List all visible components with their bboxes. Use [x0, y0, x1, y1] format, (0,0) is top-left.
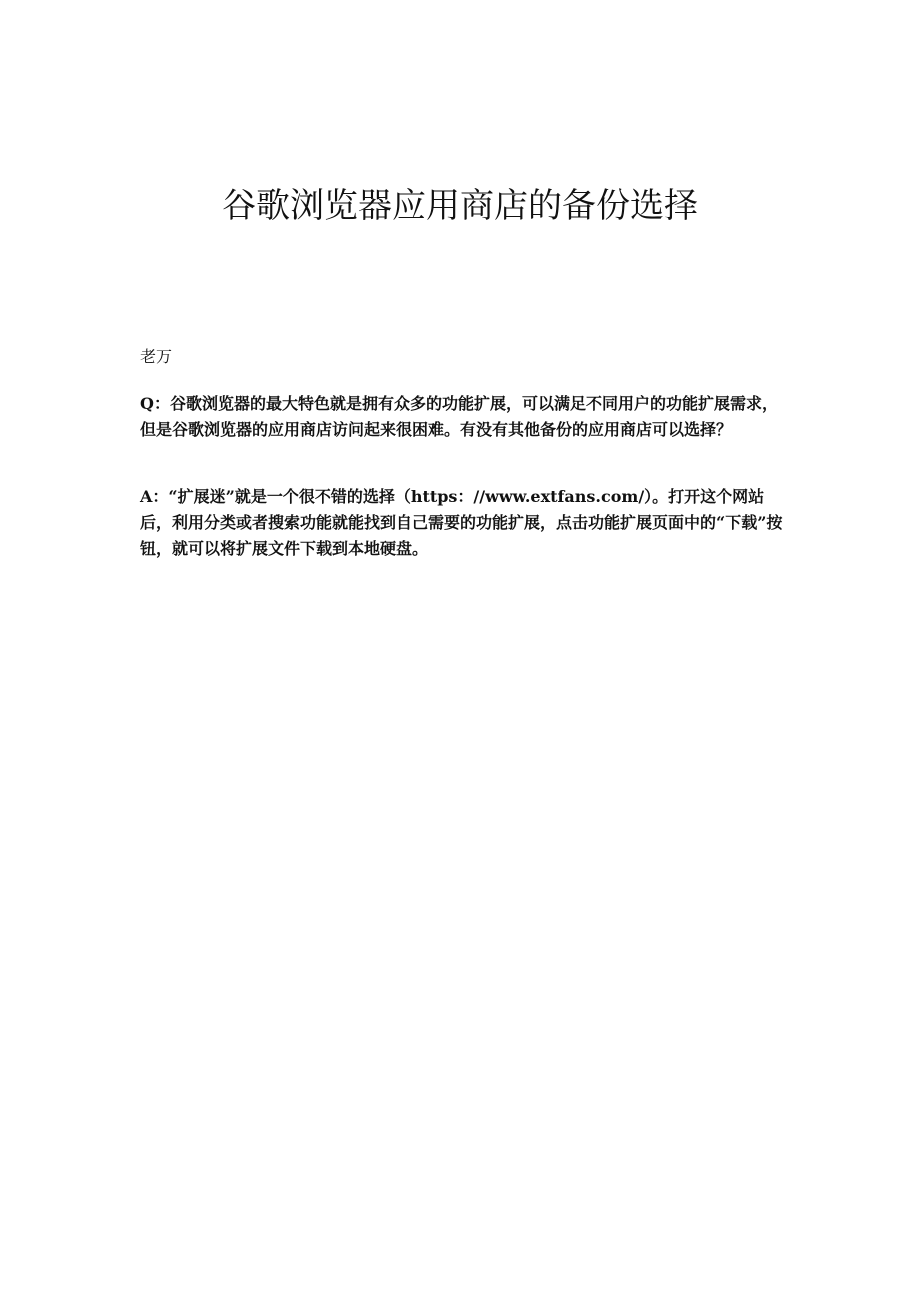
author-name: 老万 — [140, 347, 173, 366]
answer-paragraph: A：“扩展迷”就是一个很不错的选择（https：//www.extfans.com/）。打开这个网站后，利用分类或者搜索功能就能找到自己需要的功能扩展，点击功能扩展页面中的“下载”按钮，就可以将扩展文件下载到本地硬盘。 — [140, 487, 783, 558]
document-title: 谷歌浏览器应用商店的备份选择 — [222, 186, 698, 226]
question-paragraph: Q：谷歌浏览器的最大特色就是拥有众多的功能扩展，可以满足不同用户的功能扩展需求，但是谷歌浏览器的应用商店访问起来很困难。有没有其他备份的应用商店可以选择？ — [140, 394, 778, 439]
